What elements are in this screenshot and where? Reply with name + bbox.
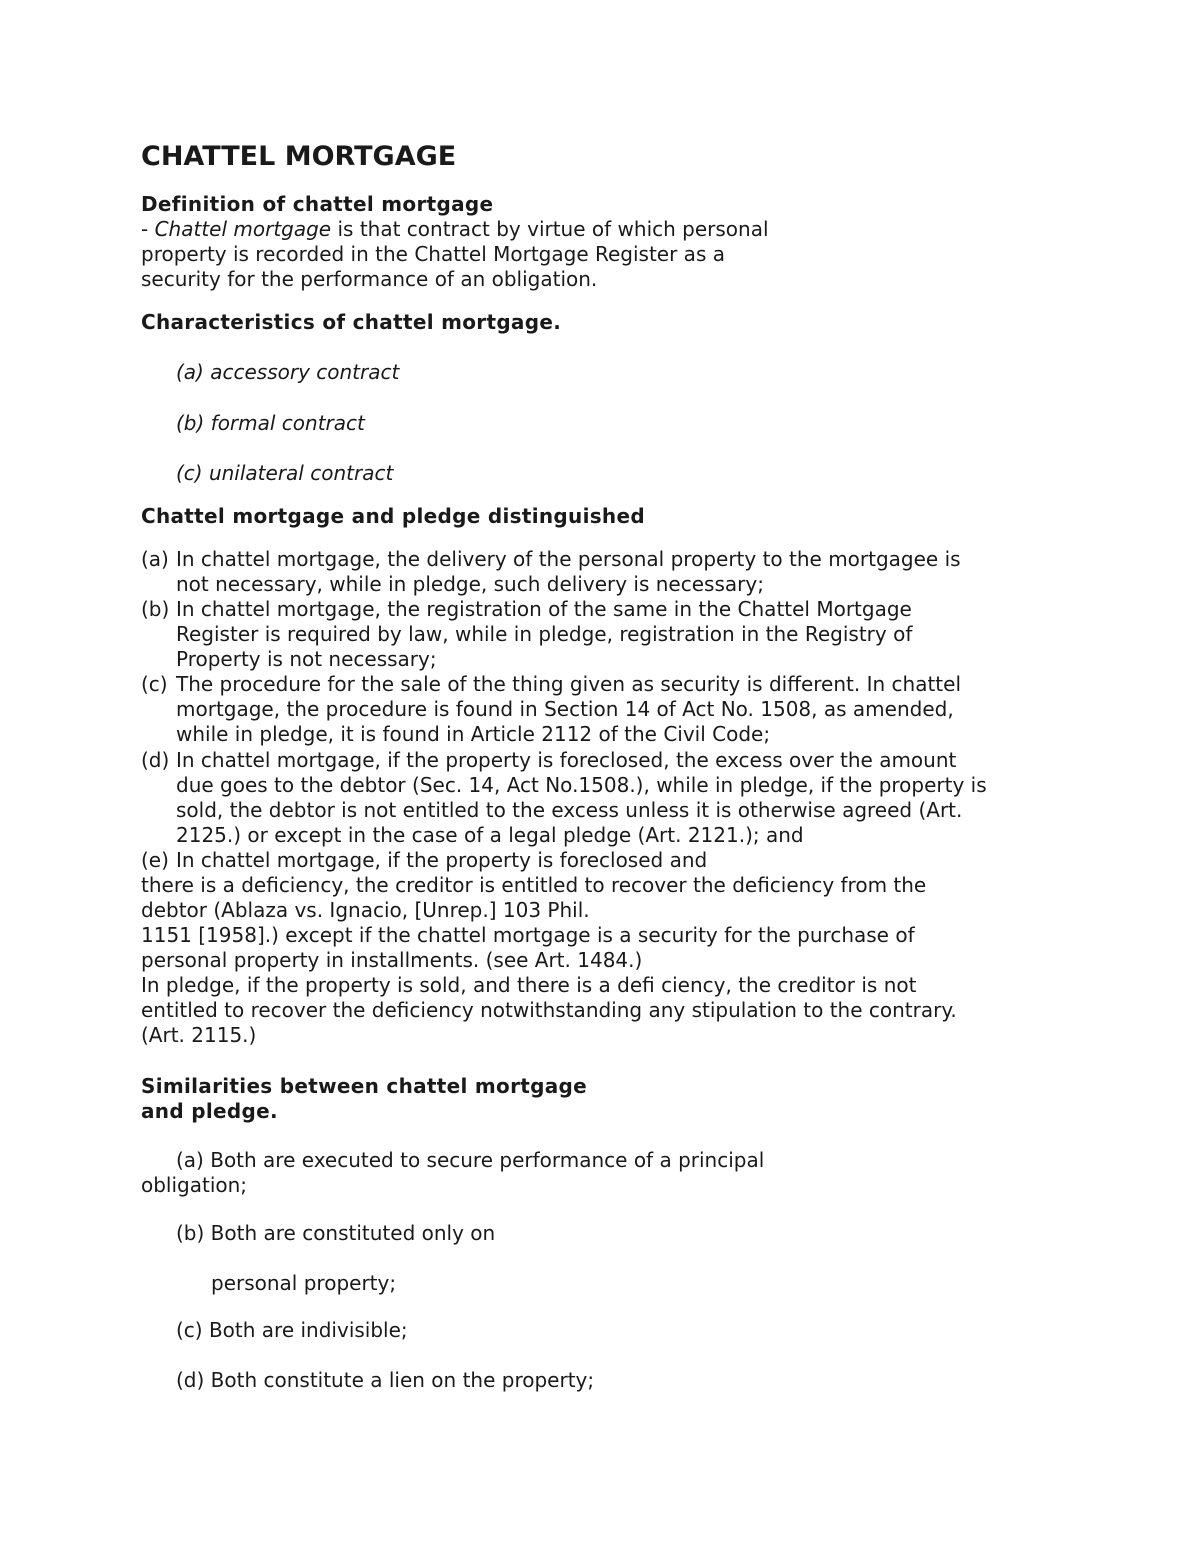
similarity-d: (d) Both constitute a lien on the property; bbox=[176, 1368, 595, 1392]
similarity-a: (a) Both are executed to secure performance of a principal bbox=[176, 1148, 765, 1172]
definition-term: Chattel mortgage bbox=[154, 217, 332, 241]
distinguished-heading: Chattel mortgage and pledge distinguished bbox=[141, 504, 645, 528]
similarities-heading: Similarities between chattel mortgage bbox=[141, 1074, 588, 1098]
characteristics-heading: Characteristics of chattel mortgage. bbox=[141, 310, 562, 334]
distinction-e bbox=[141, 848, 707, 873]
distinction-paragraph-line: there is a deficiency, the creditor is entitled to recover the deficiency from the bbox=[141, 873, 927, 897]
distinction-c-cont: while in pledge, it is found in Article 2112 of the Civil Code; bbox=[176, 722, 771, 746]
distinction-c-cont: mortgage, the procedure is found in Section 14 of Act No. 1508, as amended, bbox=[176, 697, 954, 721]
list-label: (a) bbox=[141, 547, 169, 571]
distinction-d-cont: 2125.) or except in the case of a legal pledge (Art. 2121.); and bbox=[176, 823, 804, 847]
distinction-paragraph-line: 1151 [1958].) except if the chattel mortgage is a security for the purchase of bbox=[141, 923, 915, 947]
list-label: (e) bbox=[141, 848, 169, 872]
distinction-b bbox=[141, 597, 912, 622]
list-text: The procedure for the sale of the thing given as security is different. In chattel bbox=[176, 672, 961, 696]
list-text: In chattel mortgage, if the property is foreclosed, the excess over the amount bbox=[176, 748, 957, 772]
distinction-paragraph-line: personal property in installments. (see Art. 1484.) bbox=[141, 948, 643, 972]
list-label: (d) bbox=[141, 748, 170, 772]
characteristic-item: (a) accessory contract bbox=[176, 360, 400, 384]
definition-dash: - bbox=[141, 217, 155, 241]
definition-line-1-rest: is that contract by virtue of which personal bbox=[331, 217, 769, 241]
list-text: In chattel mortgage, if the property is foreclosed and bbox=[176, 848, 708, 872]
similarities-heading-cont: and pledge. bbox=[141, 1099, 278, 1123]
distinction-a-cont: not necessary, while in pledge, such delivery is necessary; bbox=[176, 572, 764, 596]
distinction-d-cont: sold, the debtor is not entitled to the excess unless it is otherwise agreed (Art. bbox=[176, 798, 963, 822]
similarity-a-cont: obligation; bbox=[141, 1173, 248, 1197]
list-label: (b) bbox=[141, 597, 170, 621]
definition-heading: Definition of chattel mortgage bbox=[141, 192, 494, 216]
definition-line-2: property is recorded in the Chattel Mortgage Register as a bbox=[141, 242, 725, 266]
distinction-paragraph-line: entitled to recover the deficiency notwithstanding any stipulation to the contrary. bbox=[141, 998, 957, 1022]
page-title: CHATTEL MORTGAGE bbox=[141, 141, 457, 172]
similarity-b: (b) Both are constituted only on bbox=[176, 1221, 496, 1245]
distinction-b-cont: Property is not necessary; bbox=[176, 647, 437, 671]
distinction-d bbox=[141, 748, 956, 773]
characteristic-item: (c) unilateral contract bbox=[176, 461, 394, 485]
distinction-paragraph-line: debtor (Ablaza vs. Ignacio, [Unrep.] 103 Phil. bbox=[141, 898, 590, 922]
similarity-c: (c) Both are indivisible; bbox=[176, 1318, 408, 1342]
characteristic-item: (b) formal contract bbox=[176, 411, 365, 435]
distinction-paragraph-line: In pledge, if the property is sold, and there is a defi ciency, the creditor is not bbox=[141, 973, 917, 997]
distinction-c bbox=[141, 672, 961, 697]
distinction-paragraph-line: (Art. 2115.) bbox=[141, 1023, 257, 1047]
definition-line-1 bbox=[141, 217, 769, 242]
similarity-b-cont: personal property; bbox=[211, 1271, 397, 1295]
definition-line-3: security for the performance of an obligation. bbox=[141, 267, 598, 291]
distinction-b-cont: Register is required by law, while in pledge, registration in the Registry of bbox=[176, 622, 913, 646]
distinction-a bbox=[141, 547, 961, 572]
list-text: In chattel mortgage, the delivery of the personal property to the mortgagee is bbox=[176, 547, 961, 571]
list-text: In chattel mortgage, the registration of the same in the Chattel Mortgage bbox=[176, 597, 912, 621]
list-label: (c) bbox=[141, 672, 168, 696]
distinction-d-cont: due goes to the debtor (Sec. 14, Act No.1508.), while in pledge, if the property is bbox=[176, 773, 987, 797]
